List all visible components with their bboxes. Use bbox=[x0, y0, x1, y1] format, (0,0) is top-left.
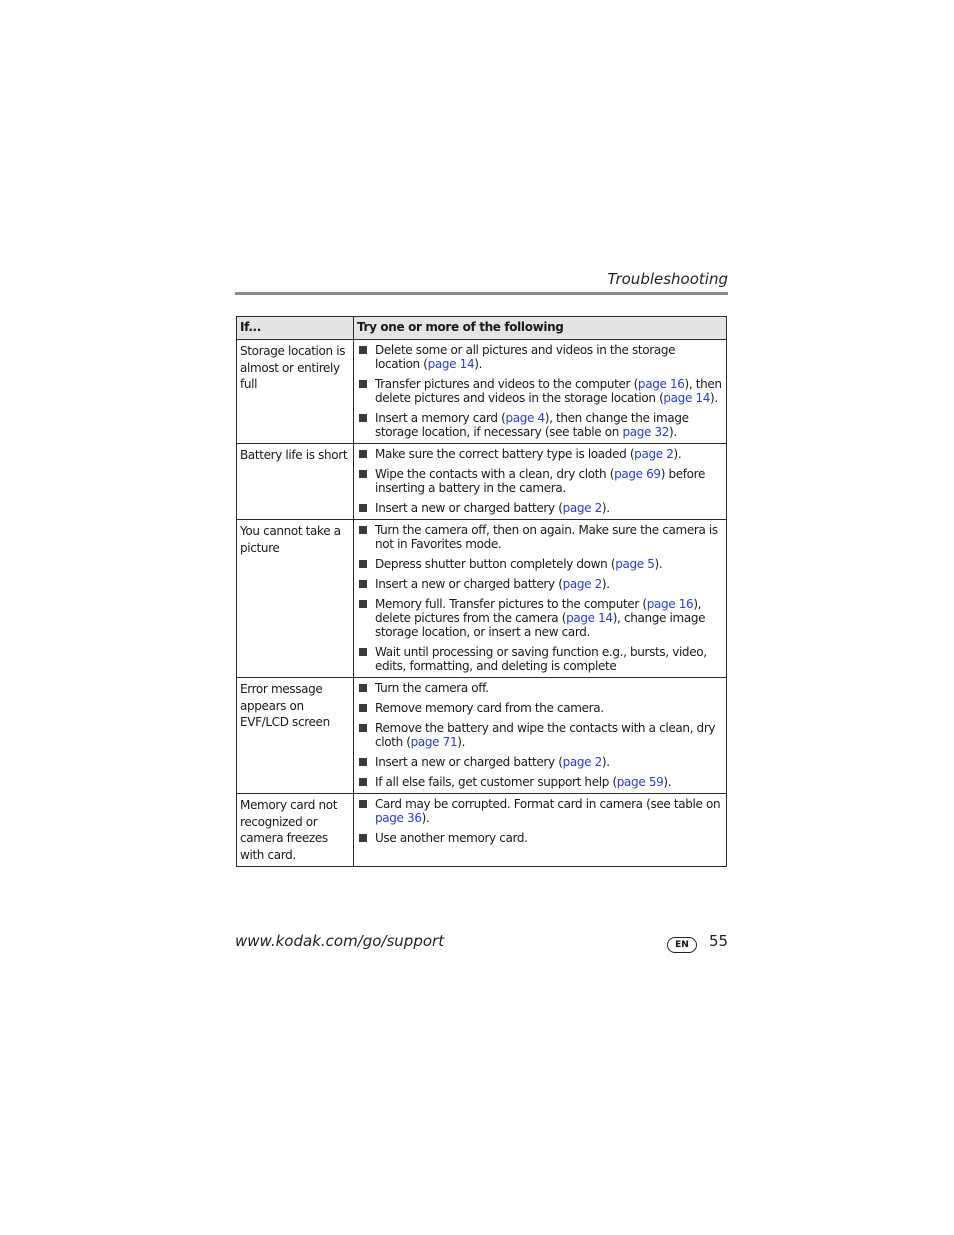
action-list bbox=[357, 797, 723, 845]
action-text: ) before inserting a battery in the camera. bbox=[375, 467, 706, 495]
list-item bbox=[357, 721, 723, 749]
action-text: ). bbox=[474, 357, 483, 371]
square-bullet-icon bbox=[359, 504, 367, 512]
page-number: 55 bbox=[709, 932, 729, 950]
square-bullet-icon bbox=[359, 470, 367, 478]
list-item bbox=[357, 467, 723, 495]
action-text: Insert a new or charged battery ( bbox=[375, 577, 563, 591]
list-item bbox=[357, 797, 723, 825]
list-item bbox=[357, 597, 723, 639]
list-item bbox=[357, 377, 723, 405]
action-text: Wipe the contacts with a clean, dry cloth ( bbox=[375, 467, 615, 481]
square-bullet-icon bbox=[359, 450, 367, 458]
table-row bbox=[237, 678, 727, 794]
list-item bbox=[357, 523, 723, 551]
action-text: ), then delete pictures and videos in the storage location ( bbox=[375, 377, 722, 405]
condition-cell: Error message appears on EVF/LCD screen bbox=[237, 678, 354, 794]
action-text: Delete some or all pictures and videos in the storage location ( bbox=[375, 343, 676, 371]
square-bullet-icon bbox=[359, 600, 367, 608]
list-item bbox=[357, 447, 723, 461]
page-link[interactable]: page 16 bbox=[646, 597, 694, 611]
table-row bbox=[237, 520, 727, 678]
action-text: Card may be corrupted. Format card in camera (see table on bbox=[375, 797, 721, 811]
action-cell bbox=[354, 520, 727, 678]
condition-cell: You cannot take a picture bbox=[237, 520, 354, 678]
page-link[interactable]: page 71 bbox=[410, 735, 458, 749]
action-text: Turn the camera off. bbox=[375, 681, 489, 695]
table-row bbox=[237, 340, 727, 444]
column-header-action: Try one or more of the following bbox=[354, 317, 727, 340]
square-bullet-icon bbox=[359, 800, 367, 808]
list-item bbox=[357, 755, 723, 769]
column-header-condition: If... bbox=[237, 317, 354, 340]
action-list bbox=[357, 343, 723, 439]
action-cell bbox=[354, 794, 727, 867]
action-list bbox=[357, 523, 723, 673]
list-item bbox=[357, 701, 723, 715]
condition-cell: Battery life is short bbox=[237, 444, 354, 520]
action-text: Make sure the correct battery type is loaded ( bbox=[375, 447, 635, 461]
page-link[interactable]: page 2 bbox=[562, 501, 602, 515]
square-bullet-icon bbox=[359, 778, 367, 786]
action-text: Memory full. Transfer pictures to the computer ( bbox=[375, 597, 647, 611]
action-text: ), change image storage location, or insert a new card. bbox=[375, 611, 706, 639]
page-link[interactable]: page 14 bbox=[566, 611, 613, 625]
condition-cell: Memory card not recognized or camera freezes with card. bbox=[237, 794, 354, 867]
header-rule bbox=[235, 292, 728, 295]
action-text: ). bbox=[457, 735, 466, 749]
action-text: ). bbox=[673, 447, 682, 461]
action-text: ). bbox=[669, 425, 677, 439]
action-text: ), delete pictures from the camera ( bbox=[375, 597, 702, 625]
action-cell bbox=[354, 340, 727, 444]
troubleshooting-table bbox=[236, 316, 727, 867]
list-item bbox=[357, 831, 723, 845]
list-item bbox=[357, 343, 723, 371]
action-text: Insert a new or charged battery ( bbox=[375, 501, 563, 515]
support-url[interactable]: www.kodak.com/go/support bbox=[235, 932, 445, 950]
page-link[interactable]: page 59 bbox=[616, 775, 664, 789]
square-bullet-icon bbox=[359, 580, 367, 588]
list-item bbox=[357, 645, 723, 673]
table-header-row bbox=[237, 317, 727, 340]
table-row bbox=[237, 794, 727, 867]
list-item bbox=[357, 411, 723, 439]
square-bullet-icon bbox=[359, 414, 367, 422]
page-link[interactable]: page 36 bbox=[375, 811, 422, 825]
page-link[interactable]: page 2 bbox=[562, 577, 602, 591]
page-link[interactable]: page 16 bbox=[637, 377, 685, 391]
action-text: ). bbox=[601, 577, 610, 591]
square-bullet-icon bbox=[359, 648, 367, 656]
action-text: ). bbox=[663, 775, 672, 789]
list-item bbox=[357, 501, 723, 515]
list-item bbox=[357, 681, 723, 695]
table-body bbox=[237, 340, 727, 867]
square-bullet-icon bbox=[359, 684, 367, 692]
action-text: If all else fails, get customer support help ( bbox=[375, 775, 617, 789]
action-text: Insert a new or charged battery ( bbox=[375, 755, 563, 769]
action-list bbox=[357, 681, 723, 789]
square-bullet-icon bbox=[359, 704, 367, 712]
page-link[interactable]: page 14 bbox=[427, 357, 475, 371]
action-text: Insert a memory card ( bbox=[375, 411, 506, 425]
table-row bbox=[237, 444, 727, 520]
square-bullet-icon bbox=[359, 346, 367, 354]
page-link[interactable]: page 2 bbox=[562, 755, 602, 769]
action-text: Remove the battery and wipe the contacts with a clean, dry cloth ( bbox=[375, 721, 716, 749]
action-text: Depress shutter button completely down ( bbox=[375, 557, 616, 571]
action-text: Use another memory card. bbox=[375, 831, 528, 845]
action-text: Wait until processing or saving function e.g., bursts, video, edits, formatting, and deleting is complete bbox=[375, 645, 707, 673]
action-text: Turn the camera off, then on again. Make sure the camera is not in Favorites mode. bbox=[375, 523, 718, 551]
square-bullet-icon bbox=[359, 560, 367, 568]
square-bullet-icon bbox=[359, 724, 367, 732]
square-bullet-icon bbox=[359, 380, 367, 388]
square-bullet-icon bbox=[359, 758, 367, 766]
action-text: ). bbox=[421, 811, 430, 825]
action-list bbox=[357, 447, 723, 515]
condition-cell: Storage location is almost or entirely full bbox=[237, 340, 354, 444]
action-text: Remove memory card from the camera. bbox=[375, 701, 604, 715]
page-link[interactable]: page 14 bbox=[663, 391, 711, 405]
action-text: Transfer pictures and videos to the computer ( bbox=[375, 377, 638, 391]
list-item bbox=[357, 557, 723, 571]
action-text: ). bbox=[601, 501, 610, 515]
action-text: ). bbox=[654, 557, 663, 571]
page-link[interactable]: page 4 bbox=[505, 411, 545, 425]
page-link[interactable]: page 32 bbox=[622, 425, 670, 439]
list-item bbox=[357, 775, 723, 789]
action-text: ). bbox=[710, 391, 718, 405]
page-link[interactable]: page 2 bbox=[634, 447, 674, 461]
square-bullet-icon bbox=[359, 834, 367, 842]
language-badge: EN bbox=[667, 937, 697, 953]
square-bullet-icon bbox=[359, 526, 367, 534]
page-link[interactable]: page 69 bbox=[614, 467, 661, 481]
section-title: Troubleshooting bbox=[607, 270, 728, 288]
action-cell bbox=[354, 444, 727, 520]
action-cell bbox=[354, 678, 727, 794]
action-text: ), then change the image storage location, if necessary (see table on bbox=[375, 411, 689, 439]
action-text: ). bbox=[601, 755, 610, 769]
list-item bbox=[357, 577, 723, 591]
page-link[interactable]: page 5 bbox=[615, 557, 655, 571]
